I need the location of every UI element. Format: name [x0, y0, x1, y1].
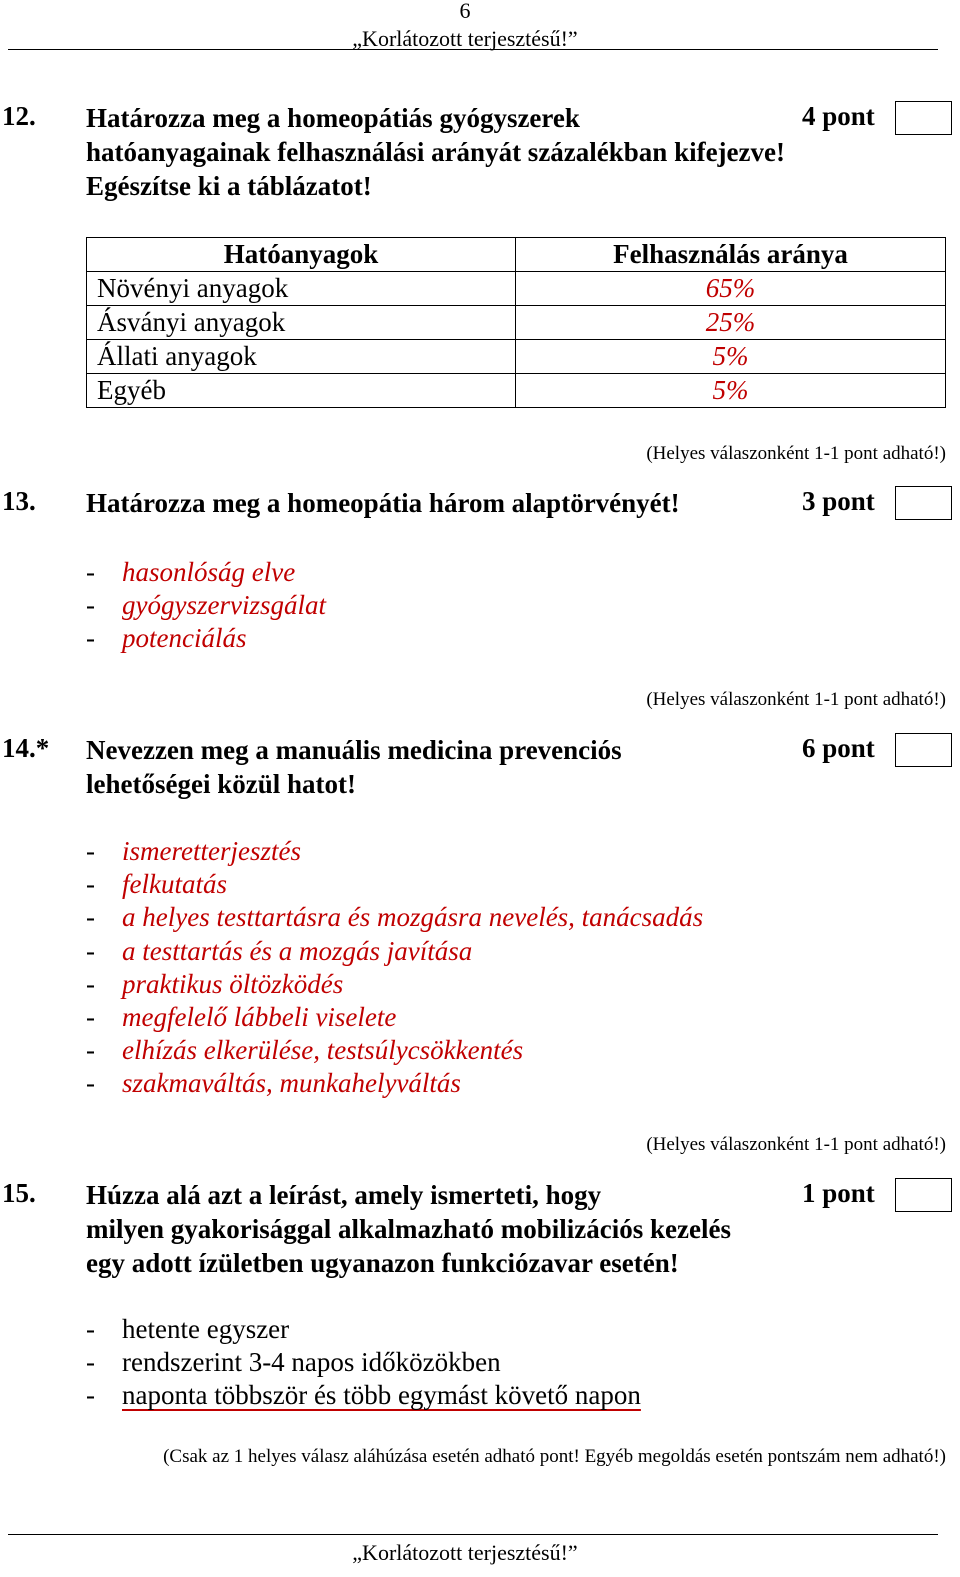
table-header-cell: Felhasználás aránya: [516, 238, 946, 272]
header-divider: [8, 49, 938, 50]
q15-text-line: Húzza alá azt a leírást, amely ismerteti, hogy: [86, 1180, 602, 1210]
list-item: [86, 968, 703, 1001]
dash-bullet: -: [86, 1002, 95, 1033]
table-row: [87, 272, 946, 306]
q14-number: 14.*: [2, 733, 50, 763]
dash-bullet: -: [86, 557, 95, 587]
table-cell-ratio: 5%: [516, 340, 946, 374]
q15-text: [86, 1178, 731, 1280]
answer-text: szakmaváltás, munkahelyváltás: [122, 1068, 461, 1099]
answer-text: gyógyszervizsgálat: [122, 590, 326, 621]
dash-bullet: -: [86, 623, 95, 654]
option-text: hetente egyszer: [122, 1314, 290, 1344]
dash-bullet: -: [86, 836, 95, 866]
answer-text: a testtartás és a mozgás javítása: [122, 935, 473, 966]
list-item: [86, 835, 703, 868]
table-cell-substance: Egyéb: [87, 374, 516, 408]
table-cell-substance: Ásványi anyagok: [87, 306, 516, 340]
answer-text: felkutatás: [122, 869, 227, 900]
q14-text-line: lehetőségei közül hatot!: [86, 769, 356, 799]
list-item: [86, 556, 326, 589]
table-cell-substance: Növényi anyagok: [87, 272, 516, 306]
dash-bullet: -: [86, 590, 95, 621]
footer-distribution-notice: „Korlátozott terjesztésű!”: [352, 1540, 578, 1565]
table-header-row: [87, 238, 946, 272]
q14-answer-list: [86, 835, 703, 1101]
dash-bullet: -: [86, 1347, 95, 1378]
answer-text: megfelelő lábbeli viselete: [122, 1002, 397, 1033]
header-distribution-notice: „Korlátozott terjesztésű!”: [352, 26, 578, 51]
dash-bullet: -: [86, 935, 95, 966]
q15-points: 1 pont: [802, 1178, 875, 1208]
answer-text: ismeretterjesztés: [122, 836, 301, 866]
table-cell-substance: Állati anyagok: [87, 340, 516, 374]
q15-text-line: egy adott ízületben ugyanazon funkciózavar esetén!: [86, 1248, 679, 1278]
list-item: [86, 1346, 641, 1379]
option-text-underlined-answer: naponta többször és több egymást követő napon: [122, 1380, 641, 1411]
answer-text: elhízás elkerülése, testsúlycsökkentés: [122, 1035, 524, 1066]
list-item: [86, 1001, 703, 1034]
q13-score-box[interactable]: [895, 486, 952, 520]
table-row: [87, 374, 946, 408]
q13-scoring-note: (Helyes válaszonként 1-1 pont adható!): [646, 689, 946, 710]
dash-bullet: -: [86, 1314, 95, 1344]
table-row: [87, 340, 946, 374]
list-item: [86, 1067, 703, 1100]
list-item: [86, 901, 703, 934]
q15-score-box[interactable]: [895, 1178, 952, 1212]
q12-points: 4 pont: [802, 101, 875, 131]
q15-number: 15.: [2, 1178, 36, 1208]
page-number: 6: [459, 0, 471, 23]
list-item: [86, 935, 703, 968]
q15-scoring-note: (Csak az 1 helyes válasz aláhúzása esetén adható pont! Egyéb megoldás esetén pontszám nem adható!): [163, 1446, 946, 1467]
table-cell-ratio: 5%: [516, 374, 946, 408]
list-item: [86, 868, 703, 901]
q14-text-line: Nevezzen meg a manuális medicina prevenciós: [86, 735, 622, 765]
q14-points: 6 pont: [802, 733, 875, 763]
list-item: [86, 1379, 641, 1412]
list-item: [86, 589, 326, 622]
q12-table: [86, 237, 946, 408]
dash-bullet: -: [86, 902, 95, 933]
q14-score-box[interactable]: [895, 733, 952, 767]
table-cell-ratio: 65%: [516, 272, 946, 306]
q13-number: 13.: [2, 486, 36, 516]
q13-answer-list: [86, 556, 326, 656]
dash-bullet: -: [86, 1035, 95, 1066]
dash-bullet: -: [86, 1380, 95, 1411]
q14-text: [86, 733, 622, 801]
list-item: [86, 1034, 703, 1067]
list-item: [86, 622, 326, 655]
q12-score-box[interactable]: [895, 101, 952, 135]
list-item: [86, 1313, 641, 1346]
q12-text-line: hatóanyagainak felhasználási arányát százalékban kifejezve!: [86, 137, 785, 167]
answer-text: potenciálás: [122, 623, 247, 654]
dash-bullet: -: [86, 869, 95, 900]
q13-text: Határozza meg a homeopátia három alaptörvényét!: [86, 488, 680, 518]
q12-text-line: Határozza meg a homeopátiás gyógyszerek: [86, 103, 580, 133]
q15-option-list: [86, 1313, 641, 1413]
footer-divider: [8, 1534, 938, 1535]
q12-text: [86, 101, 785, 203]
dash-bullet: -: [86, 1068, 95, 1099]
q12-number: 12.: [2, 101, 36, 131]
q12-scoring-note: (Helyes válaszonként 1-1 pont adható!): [646, 443, 946, 464]
q15-text-line: milyen gyakorisággal alkalmazható mobilizációs kezelés: [86, 1214, 731, 1244]
q13-points: 3 pont: [802, 486, 875, 516]
answer-text: hasonlóság elve: [122, 557, 296, 587]
table-cell-ratio: 25%: [516, 306, 946, 340]
table-header-cell: Hatóanyagok: [87, 238, 516, 272]
answer-text: praktikus öltözködés: [122, 968, 344, 999]
q14-scoring-note: (Helyes válaszonként 1-1 pont adható!): [646, 1134, 946, 1155]
dash-bullet: -: [86, 968, 95, 999]
q12-text-line: Egészítse ki a táblázatot!: [86, 171, 372, 201]
option-text: rendszerint 3-4 napos időközökben: [122, 1347, 501, 1378]
answer-text: a helyes testtartásra és mozgásra nevelés, tanácsadás: [122, 902, 704, 933]
table-row: [87, 306, 946, 340]
